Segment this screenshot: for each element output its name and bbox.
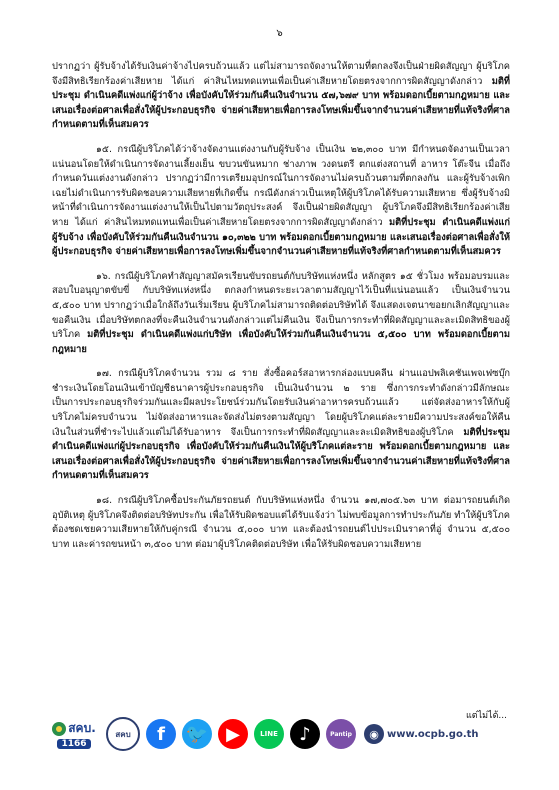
paragraph-resolution: มติที่ประชุม ดำเนินคดีแพ่งแก่ผู้รับจ้าง เพื่อบังคับให้ร่วมกันคืนเงินจำนวน ๑๐,๓๒๒ บาท พร้อมดอกเบี้ยตามกฎหมาย และเสนอเรื่องต่อศาลเพื่อสั่งให้ผู้ประกอบธุรกิจ จ่ายค่าเสียหายเพื่อการลงโทษเพิ่มขึ้นจากจำนวนค่าเสียหายที่แท้จริงที่ศาลกำหนดตามที่เห็นสมควร	[52, 216, 511, 258]
mascot-icon	[52, 722, 66, 736]
footer-bar	[50, 716, 512, 752]
line-icon[interactable]: LINE	[254, 719, 284, 749]
paragraph-resolution: มติที่ประชุม ดำเนินคดีแพ่งแก่ผู้ประกอบธุรกิจ เพื่อบังคับให้ร่วมกันคืนเงินให้ผู้บริโภคแต่ละราย พร้อมดอกเบี้ยตามกฎหมาย และเสนอเรื่องต่อศาลเพื่อสั่งให้ผู้ประกอบธุรกิจ จ่ายค่าเสียหายเพื่อการลงโทษเพิ่มขึ้นจากจำนวนค่าเสียหายที่แท้จริงที่ศาลกำหนดตามที่เห็นสมควร	[52, 426, 510, 482]
paragraph-text: ๑๗. กรณีผู้บริโภคจำนวน รวม ๘ ราย สั่งซื้อคอร์สอาหารกล่องแบบคลีน ผ่านแอปพลิเคชันเพจเฟซบุ๊ก ชำระเงินโดยโอนเงินเข้าบัญชีธนาคารผู้ประกอบธุรกิจ เป็นเงินจำนวน ๒ ราย ซึ่งการกระทำดังกล่าวมีลักษณะเป็นการประกอบธุรกิจร่วมกันและมีผลประโยชน์ร่วมกันโดยรับเงินค่าอาหารครบถ้วนแล้ว แต่จัดส่งอาหารให้กับผู้บริโภคไม่ครบจำนวน ไม่จัดส่งอาหารและจัดส่งไม่ตรงตามสัญญา โดยผู้บริโภคแต่ละรายมีความประสงค์ขอให้คืนเงินในส่วนที่ชำระไปแล้วแต่ไม่ได้รับอาหาร จึงเป็นการกระทำที่ผิดสัญญาและละเมิดสิทธิของผู้บริโภค	[52, 368, 510, 438]
page-number: ๖	[276, 28, 283, 39]
pantip-icon[interactable]: Pantip	[326, 719, 356, 749]
paragraph-1	[52, 60, 510, 133]
paragraph-text: ๑๖. กรณีผู้บริโภคทำสัญญาสมัครเรียนขับรถยนต์กับบริษัทแห่งหนึ่ง หลักสูตร ๑๕ ชั่วโมง พร้อมอบรมและสอบใบอนุญาตขับขี่ กับบริษัทแห่งหนึ่ง ตกลงกำหนดระยะเวลาตามสัญญาไว้เป็นที่แน่นอนแล้ว เป็นเงินจำนวน ๕,๕๐๐ บาท ปรากฏว่าเมื่อใกล้ถึงวันเริ่มเรียน ผู้บริโภคไม่สามารถติดต่อบริษัทได้ จึงแสดงเจตนาขอยกเลิกสัญญาและขอคืนเงิน เมื่อบริษัทตกลงที่จะคืนเงินจำนวนดังกล่าวแต่ไม่คืนเงิน จึงเป็นการกระทำที่ผิดสัญญาและละเมิดสิทธิของผู้บริโภค	[52, 270, 510, 341]
paragraph-18	[52, 494, 510, 552]
paragraph-16	[52, 270, 510, 358]
paragraph-text: ปรากฏว่า ผู้รับจ้างได้รับเงินค่าจ้างไปครบถ้วนแล้ว แต่ไม่สามารถจัดงานให้ตามที่ตกลงจึงเป็นฝ่ายผิดสัญญา ผู้บริโภคจึงมีสิทธิเรียกร้องค่าเสียหาย ได้แก่ ค่าสินไหมทดแทนเพื่อเป็นค่าเสียหายโดยตรงจากการผิดสัญญาดังกล่าว	[52, 61, 510, 87]
youtube-icon[interactable]: ▶	[218, 719, 248, 749]
paragraph-15	[52, 143, 510, 260]
paragraph-text: ๑๘. กรณีผู้บริโภคซื้อประกันภัยรถยนต์ กับบริษัทแห่งหนึ่ง จำนวน ๑๗,๗๐๕.๖๓ บาท ต่อมารถยนต์เกิดอุบัติเหตุ ผู้บริโภคจึงติดต่อบริษัทประกัน เพื่อให้รับผิดชอบแต่ได้รับแจ้งว่า ไม่พบข้อมูลการทำประกันภัย ทำให้ผู้บริโภคต้องชดเชยความเสียหายให้กับคู่กรณี จำนวน ๕,๐๐๐ บาท และต้องนำรถยนต์ไปประเมินราคาที่อู่ จำนวน ๕,๕๐๐ บาท และค่ารถขนหน้า ๓,๕๐๐ บาท ต่อมาผู้บริโภคติดต่อบริษัท เพื่อให้รับผิดชอบความเสียหาย	[52, 495, 510, 550]
seal-label: สคบ	[115, 729, 131, 739]
tiktok-icon[interactable]: ♪	[290, 719, 320, 749]
facebook-icon[interactable]: f	[146, 719, 176, 749]
paragraph-17	[52, 367, 510, 484]
paragraph-resolution: มติที่ประชุม ดำเนินคดีแพ่งแก่ผู้ว่าจ้าง เพื่อบังคับให้ร่วมกันคืนเงินจำนวน ๕๗,๖๗๙ บาท พร้อมดอกเบี้ยตามกฎหมาย และเสนอเรื่องต่อศาลเพื่อสั่งให้ผู้ประกอบธุรกิจ จ่ายค่าเสียหายเพื่อการลงโทษเพิ่มขึ้นจากจำนวนค่าเสียหายที่แท้จริงที่ศาลกำหนดตามที่เห็นสมควร	[52, 75, 510, 131]
twitter-icon[interactable]: 🐦	[182, 719, 212, 749]
paragraph-resolution: มติที่ประชุม ดำเนินคดีแพ่งแก่บริษัท เพื่อบังคับให้ร่วมกันคืนเงินจำนวน ๕,๕๐๐ บาท พร้อมดอกเบี้ยตามกฎหมาย	[52, 329, 510, 355]
ocpb-seal-icon	[106, 717, 140, 751]
website-url: www.ocpb.go.th	[387, 728, 479, 740]
document-body	[52, 60, 510, 562]
paragraph-text: ๑๕. กรณีผู้บริโภคได้ว่าจ้างจัดงานแต่งงานกับผู้รับจ้าง เป็นเงิน ๒๒,๓๐๐ บาท มีกำหนดจัดงานเป็นเวลาแน่นอนโดยให้ดำเนินการจัดงานเลี้ยงเย็น ขบวนขันหมาก ช่างภาพ วงดนตรี ตกแต่งสถานที่ อาหาร โต๊ะจีน เมื่อถึงกำหนดวันแต่งงานดังกล่าว ปรากฏว่ามีการเตรียมอุปกรณ์ในการจัดงานไม่ครบถ้วนตามที่ตกลงกัน และผู้รับจ้างเพิกเฉยไม่ดำเนินการรับผิดชอบความเสียหายที่เกิดขึ้น กรณีดังกล่าวเป็นเหตุให้ผู้บริโภคได้รับความเสียหาย ซึ่งผู้รับจ้างมิหน้าที่ดำเนินการจัดงานแต่งงานให้เป็นไปตามวัตถุประสงค์ จึงเป็นฝ่ายผิดสัญญา ผู้บริโภคจึงมีสิทธิเรียกร้องค่าเสียหาย ได้แก่ ค่าสินไหมทดแทนเพื่อเป็นค่าเสียหายโดยตรงจากการผิดสัญญาดังกล่าว	[52, 143, 510, 228]
continuation-note: แต่ไม่ได้...	[465, 711, 507, 721]
ocpb-hotline-logo	[50, 719, 98, 749]
globe-icon: ◉	[364, 724, 384, 744]
agency-abbr: สคบ.	[68, 721, 96, 735]
website-link[interactable]	[364, 724, 479, 744]
hotline-number: 1166	[57, 739, 90, 749]
